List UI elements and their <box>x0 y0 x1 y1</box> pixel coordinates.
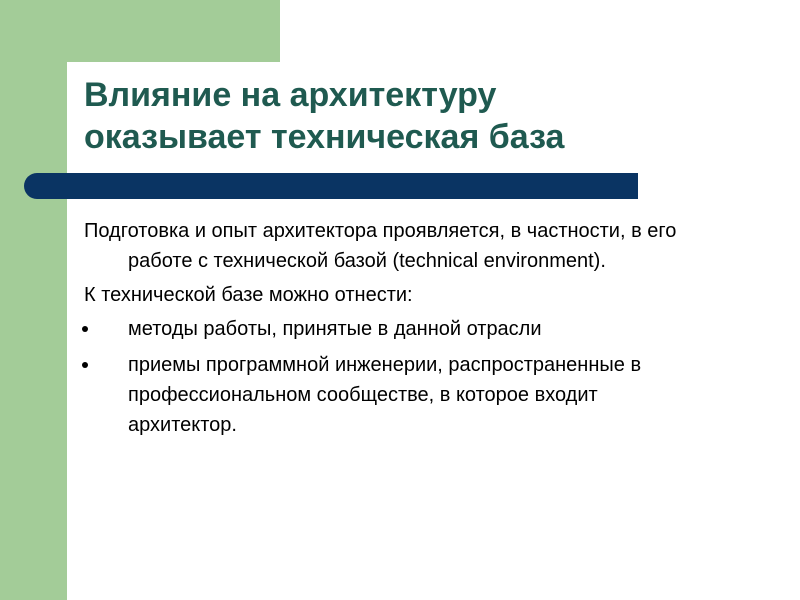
bullet-list <box>84 314 704 440</box>
body-paragraph-intro: Подготовка и опыт архитектора проявляется, в частности, в его работе с технической базой (technical environment). <box>84 220 677 272</box>
slide-title-line-2: оказывает техническая база <box>84 118 565 156</box>
slide-body <box>84 216 704 446</box>
bullet-item-text: приемы программной инженерии, распространенные в профессиональном сообществе, в которое входит архитектор. <box>128 354 642 436</box>
decorative-green-band-top <box>0 0 280 62</box>
slide-title-line-1: Влияние на архитектуру <box>84 76 497 114</box>
title-divider-bar <box>24 173 638 199</box>
bullet-dot-icon <box>82 326 88 332</box>
bullet-dot-icon <box>82 362 88 368</box>
body-paragraph-list-heading: К технической базе можно отнести: <box>84 284 413 306</box>
bullet-item <box>84 350 704 440</box>
bullet-item <box>84 314 704 344</box>
slide-title <box>84 74 724 158</box>
decorative-green-band-left <box>0 0 67 600</box>
bullet-item-text: методы работы, принятые в данной отрасли <box>128 318 542 340</box>
